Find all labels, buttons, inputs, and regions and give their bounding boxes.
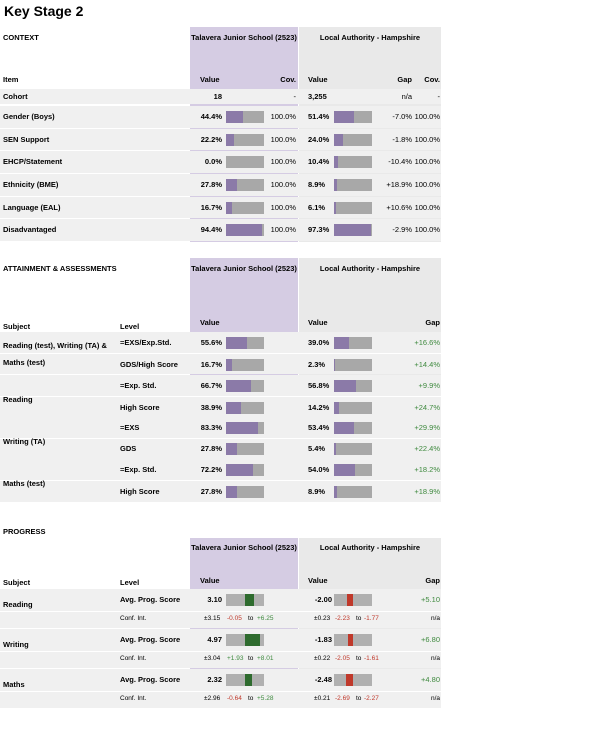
bar-fill	[226, 179, 237, 191]
attainment-school-bar	[226, 422, 264, 434]
context-gap: -10.4%	[388, 157, 412, 166]
la-ci-to: to	[356, 695, 362, 702]
la-ci-low: -2.23	[335, 615, 350, 622]
school-ci-to: to	[248, 695, 254, 702]
bar-fill	[226, 134, 234, 146]
context-school-bar	[226, 156, 264, 168]
row-separator	[0, 611, 441, 612]
bar-fill	[334, 486, 337, 498]
progress-school-value: 4.97	[207, 635, 222, 644]
attainment-la-bar	[334, 422, 372, 434]
context-la-value: 3,255	[308, 92, 327, 101]
progress-score-label: Avg. Prog. Score	[120, 595, 181, 604]
context-item-label: Gender (Boys)	[3, 112, 55, 121]
attainment-level: =Exp. Std.	[120, 381, 157, 390]
progress-la-bar	[334, 634, 372, 646]
context-school-value: 0.0%	[204, 157, 222, 166]
context-la-cov: -	[437, 92, 440, 101]
context-school-value: 94.4%	[200, 225, 222, 234]
attainment-level: High Score	[120, 403, 160, 412]
bar-fill	[334, 156, 338, 168]
context-school-bar	[226, 134, 264, 146]
level-col-header: Level	[120, 322, 140, 331]
context-la-cov: 100.0%	[414, 135, 440, 144]
section-label: CONTEXT	[3, 33, 39, 42]
la-ci-pm: ±0.23	[314, 615, 331, 622]
progress-subject-label: Reading	[3, 600, 33, 609]
context-item-label: SEN Support	[3, 135, 50, 144]
bar-fill	[226, 202, 232, 214]
school-ci-low: -0.05	[227, 615, 242, 622]
context-school-value: 18	[213, 92, 222, 101]
bar-fill	[226, 337, 247, 349]
progress-score-label: Avg. Prog. Score	[120, 675, 181, 684]
bar-fill	[226, 380, 251, 392]
attainment-gap: +24.7%	[414, 403, 440, 412]
progress-score-label: Avg. Prog. Score	[120, 635, 181, 644]
progress-subject-label: Maths	[3, 680, 25, 689]
la-value-col-header: Value	[308, 318, 328, 327]
context-school-value: 16.7%	[200, 203, 222, 212]
context-school-cov: 100.0%	[270, 135, 296, 144]
attainment-level: =EXS	[120, 423, 140, 432]
la-value-col-header: Value	[308, 75, 328, 84]
bar-fill	[226, 402, 241, 414]
bar-fill	[226, 486, 237, 498]
context-school-value: 22.2%	[200, 135, 222, 144]
la-ci-to: to	[356, 615, 362, 622]
attainment-gap: +18.9%	[414, 487, 440, 496]
context-gap: +18.9%	[386, 180, 412, 189]
section-label: ATTAINMENT & ASSESSMENTS	[3, 264, 117, 273]
ci-gap: n/a	[430, 655, 440, 662]
cov-col-header: Cov.	[280, 75, 296, 84]
ci-gap: n/a	[430, 615, 440, 622]
progress-school-bar	[226, 594, 264, 606]
attainment-la-value: 5.4%	[308, 444, 326, 453]
progress-school-value: 3.10	[207, 595, 222, 604]
bar-fill	[334, 464, 355, 476]
attainment-la-value: 56.8%	[308, 381, 330, 390]
context-la-cov: 100.0%	[414, 157, 440, 166]
bar-fill	[226, 359, 232, 371]
bar-fill	[334, 380, 356, 392]
attainment-school-bar	[226, 443, 264, 455]
attainment-school-value: 83.3%	[200, 423, 222, 432]
attainment-gap: +18.2%	[414, 465, 440, 474]
ci-gap: n/a	[430, 695, 440, 702]
bar-fill	[334, 443, 336, 455]
progress-marker	[245, 594, 254, 606]
level-col-header: Level	[120, 578, 140, 587]
school-ci-pm: ±3.04	[204, 655, 221, 662]
bar-fill	[334, 359, 335, 371]
attainment-la-value: 14.2%	[308, 403, 330, 412]
school-ci-to: to	[248, 615, 254, 622]
attainment-school-value: 27.8%	[200, 444, 222, 453]
attainment-la-bar	[334, 359, 372, 371]
bar-fill	[334, 224, 371, 236]
attainment-la-value: 8.9%	[308, 487, 326, 496]
context-la-cov: 100.0%	[414, 225, 440, 234]
attainment-gap: +16.6%	[414, 338, 440, 347]
progress-marker	[245, 634, 260, 646]
context-la-value: 51.4%	[308, 112, 330, 121]
la-ci-low: -2.69	[335, 695, 350, 702]
bar-fill	[334, 134, 343, 146]
bar-fill	[226, 464, 253, 476]
progress-la-value: -1.83	[314, 635, 332, 644]
attainment-la-bar	[334, 402, 372, 414]
attainment-subject-label: Maths (test)	[3, 479, 46, 488]
context-item-label: Cohort	[3, 92, 28, 101]
context-item-label: Disadvantaged	[3, 225, 57, 234]
attainment-gap: +29.9%	[414, 423, 440, 432]
context-gap: n/a	[401, 92, 412, 101]
attainment-school-bar	[226, 359, 264, 371]
context-gap: -7.0%	[392, 112, 412, 121]
progress-marker	[245, 674, 252, 686]
gap-col-header: Gap	[425, 318, 440, 327]
la-ci-high: -1.77	[364, 615, 379, 622]
attainment-la-bar	[334, 337, 372, 349]
page-title: Key Stage 2	[4, 3, 84, 19]
context-school-bar	[226, 202, 264, 214]
subject-col-header: Subject	[3, 322, 31, 331]
attainment-la-bar	[334, 380, 372, 392]
context-gap: +10.6%	[386, 203, 412, 212]
la-name-header: Local Authority - Hampshire	[319, 543, 421, 552]
attainment-school-bar	[226, 337, 264, 349]
progress-school-value: 2.32	[207, 675, 222, 684]
school-name-header: Talavera Junior School (2523)	[191, 264, 297, 273]
context-school-bar	[226, 111, 264, 123]
la-ci-high: -2.27	[364, 695, 379, 702]
bar-fill	[226, 224, 262, 236]
progress-marker	[348, 634, 353, 646]
context-school-cov: 100.0%	[270, 225, 296, 234]
bar-fill	[334, 111, 354, 123]
context-la-value: 6.1%	[308, 203, 326, 212]
context-school-cov: 100.0%	[270, 157, 296, 166]
context-school-cov: 100.0%	[270, 112, 296, 121]
context-school-value: 27.8%	[200, 180, 222, 189]
context-la-bar	[334, 224, 372, 236]
school-name-header: Talavera Junior School (2523)	[191, 33, 297, 42]
bar-fill	[334, 422, 354, 434]
la-value-col-header: Value	[308, 576, 328, 585]
school-ci-high: +5.28	[257, 695, 274, 702]
attainment-subject-label: Reading	[3, 395, 33, 404]
context-la-value: 8.9%	[308, 180, 326, 189]
context-school-bar	[226, 179, 264, 191]
attainment-gap: +14.4%	[414, 360, 440, 369]
context-gap: -1.8%	[392, 135, 412, 144]
context-la-bar	[334, 111, 372, 123]
school-name-header: Talavera Junior School (2523)	[191, 543, 297, 552]
context-la-cov: 100.0%	[414, 112, 440, 121]
la-ci-pm: ±0.22	[314, 655, 331, 662]
school-ci-high: +8.01	[257, 655, 274, 662]
context-la-bar	[334, 202, 372, 214]
ci-label: Conf. Int.	[120, 655, 147, 662]
attainment-la-bar	[334, 486, 372, 498]
school-ci-pm: ±2.96	[204, 695, 221, 702]
context-la-bar	[334, 156, 372, 168]
context-la-bar	[334, 179, 372, 191]
attainment-school-bar	[226, 486, 264, 498]
attainment-school-bar	[226, 464, 264, 476]
attainment-la-bar	[334, 443, 372, 455]
attainment-school-bar	[226, 380, 264, 392]
attainment-level: High Score	[120, 487, 160, 496]
context-item-label: Language (EAL)	[3, 203, 61, 212]
context-item-label: EHCP/Statement	[3, 157, 63, 166]
value-col-header: Value	[200, 75, 220, 84]
value-col-header: Value	[200, 576, 220, 585]
progress-subject-label: Writing	[3, 640, 29, 649]
la-ci-to: to	[356, 655, 362, 662]
progress-la-bar	[334, 674, 372, 686]
bar-fill	[226, 111, 243, 123]
attainment-la-value: 54.0%	[308, 465, 330, 474]
attainment-level: =Exp. Std.	[120, 465, 157, 474]
attainment-subject-label: Reading (test), Writing (TA) & Maths (test)	[3, 341, 107, 367]
context-school-cov: -	[293, 92, 296, 101]
context-la-bar	[334, 134, 372, 146]
context-la-cov: 100.0%	[414, 180, 440, 189]
value-col-header: Value	[200, 318, 220, 327]
attainment-level: GDS	[120, 444, 137, 453]
attainment-level: =EXS/Exp.Std.	[120, 338, 172, 347]
progress-la-bar	[334, 594, 372, 606]
attainment-school-value: 27.8%	[200, 487, 222, 496]
school-ci-pm: ±3.15	[204, 615, 221, 622]
attainment-school-value: 55.6%	[200, 338, 222, 347]
context-school-value: 44.4%	[200, 112, 222, 121]
gap-col-header: Gap	[397, 75, 412, 84]
progress-gap: +4.80	[421, 675, 440, 684]
attainment-school-bar	[226, 402, 264, 414]
attainment-gap: +9.9%	[418, 381, 440, 390]
attainment-school-value: 66.7%	[200, 381, 222, 390]
context-gap: -2.9%	[392, 225, 412, 234]
school-ci-low: -0.64	[227, 695, 242, 702]
row-separator	[0, 691, 441, 692]
bar-fill	[226, 422, 258, 434]
attainment-la-value: 53.4%	[308, 423, 330, 432]
school-ci-low: +1.93	[227, 655, 244, 662]
attainment-subject-label: Writing (TA)	[3, 437, 46, 446]
progress-la-value: -2.48	[314, 675, 332, 684]
subject-col-header: Subject	[3, 578, 31, 587]
progress-marker	[347, 594, 353, 606]
la-ci-low: -2.05	[335, 655, 350, 662]
item-col-header: Item	[3, 75, 19, 84]
context-la-value: 97.3%	[308, 225, 330, 234]
la-ci-high: -1.61	[364, 655, 379, 662]
school-ci-high: +6.25	[257, 615, 274, 622]
section-label: PROGRESS	[3, 527, 46, 536]
progress-gap: +5.10	[421, 595, 440, 604]
progress-la-value: -2.00	[314, 595, 332, 604]
context-la-value: 24.0%	[308, 135, 330, 144]
bar-fill	[334, 202, 336, 214]
context-la-cov: 100.0%	[414, 203, 440, 212]
la-name-header: Local Authority - Hampshire	[319, 33, 421, 42]
bar-fill	[226, 443, 237, 455]
ci-label: Conf. Int.	[120, 615, 147, 622]
progress-school-bar	[226, 634, 264, 646]
attainment-level: GDS/High Score	[120, 360, 178, 369]
attainment-gap: +22.4%	[414, 444, 440, 453]
context-school-cov: 100.0%	[270, 203, 296, 212]
bar-fill	[334, 402, 339, 414]
attainment-school-value: 16.7%	[200, 360, 222, 369]
la-name-header: Local Authority - Hampshire	[319, 264, 421, 273]
attainment-school-value: 72.2%	[200, 465, 222, 474]
progress-school-bar	[226, 674, 264, 686]
la-ci-pm: ±0.21	[314, 695, 331, 702]
row-separator	[0, 651, 441, 652]
attainment-la-bar	[334, 464, 372, 476]
progress-gap: +6.80	[421, 635, 440, 644]
school-ci-to: to	[248, 655, 254, 662]
la-cov-col-header: Cov.	[424, 75, 440, 84]
ci-label: Conf. Int.	[120, 695, 147, 702]
attainment-la-value: 39.0%	[308, 338, 330, 347]
context-school-cov: 100.0%	[270, 180, 296, 189]
attainment-la-value: 2.3%	[308, 360, 326, 369]
attainment-school-value: 38.9%	[200, 403, 222, 412]
context-la-value: 10.4%	[308, 157, 330, 166]
bar-fill	[334, 337, 349, 349]
context-item-label: Ethnicity (BME)	[3, 180, 59, 189]
progress-marker	[346, 674, 353, 686]
context-school-bar	[226, 224, 264, 236]
gap-col-header: Gap	[425, 576, 440, 585]
bar-fill	[334, 179, 337, 191]
